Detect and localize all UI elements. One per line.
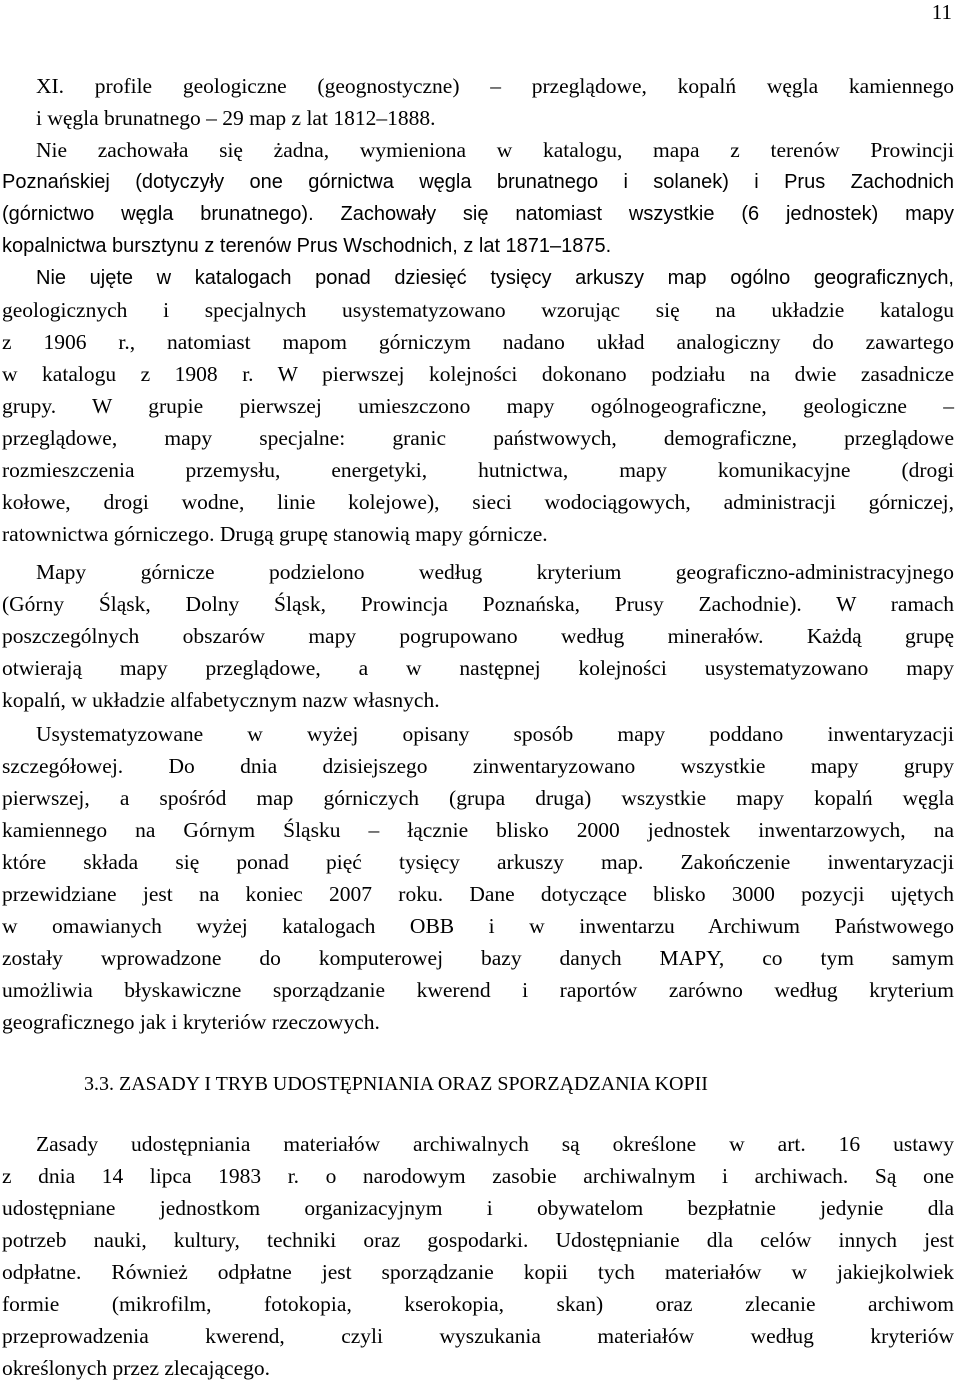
text-line: z dnia 14 lipca 1983 r. o narodowym zasobie archiwalnym i archiwach. Są one (2, 1164, 954, 1188)
text-line: geograficznego jak i kryteriów rzeczowych. (2, 1010, 380, 1034)
section-heading: 3.3. ZASADY I TRYB UDOSTĘPNIANIA ORAZ SPORZĄDZANIA KOPII (84, 1073, 708, 1095)
text-line: Poznańskiej (dotyczyły one górnictwa węgla brunatnego i solanek) i Prus Zachodnich (2, 171, 954, 193)
text-line: grupy. W grupie pierwszej umieszczono mapy ogólnogeograficzne, geologiczne – (2, 394, 954, 418)
text-line: szczegółowej. Do dnia dzisiejszego zinwentaryzowano wszystkie mapy grupy (2, 754, 954, 778)
text-line: Mapy górnicze podzielono według kryterium geograficzno-administracyjnego (36, 560, 954, 584)
text-line: otwierają mapy przeglądowe, a w następnej kolejności usystematyzowano mapy (2, 656, 954, 680)
text-line: (górnictwo węgla brunatnego). Zachowały się natomiast wszystkie (6 jednostek) mapy (2, 203, 954, 225)
text-line: kopalń, w układzie alfabetycznym nazw własnych. (2, 688, 440, 712)
text-line: Usystematyzowane w wyżej opisany sposób mapy poddano inwentaryzacji (36, 722, 954, 746)
text-line: Nie zachowała się żadna, wymieniona w katalogu, mapa z terenów Prowincji (36, 138, 954, 162)
page-number: 11 (931, 0, 952, 24)
text-line: ratownictwa górniczego. Drugą grupę stanowią mapy górnicze. (2, 522, 548, 546)
text-line: potrzeb nauki, kultury, techniki oraz gospodarki. Udostępnianie dla celów innych jest (2, 1228, 954, 1252)
text-line: z 1906 r., natomiast mapom górniczym nadano układ analogiczny do zawartego (2, 330, 954, 354)
text-line: zostały wprowadzone do komputerowej bazy danych MAPY, co tym samym (2, 946, 954, 970)
text-line: Nie ujęte w katalogach ponad dziesięć tysięcy arkuszy map ogólno geograficznych, (36, 267, 954, 289)
text-line: umożliwia błyskawiczne sporządzanie kwerend i raportów zarówno według kryterium (2, 978, 954, 1002)
text-line: w katalogu z 1908 r. W pierwszej kolejności dokonano podziału na dwie zasadnicze (2, 362, 954, 386)
text-line: Zasady udostępniania materiałów archiwalnych są określone w art. 16 ustawy (36, 1132, 954, 1156)
text-line: odpłatne. Również odpłatne jest sporządzanie kopii tych materiałów w jakiejkolwiek (2, 1260, 954, 1284)
text-line: (Górny Śląsk, Dolny Śląsk, Prowincja Poznańska, Prusy Zachodnie). W ramach (2, 592, 954, 616)
text-line: pierwszej, a spośród map górniczych (grupa druga) wszystkie mapy kopalń węgla (2, 786, 954, 810)
text-line: i węgla brunatnego – 29 map z lat 1812–1888. (36, 106, 436, 130)
text-line: formie (mikrofilm, fotokopia, kserokopia, skan) oraz zlecanie archiwom (2, 1292, 954, 1316)
text-line: kamiennego na Górnym Śląsku – łącznie blisko 2000 jednostek inwentarzowych, na (2, 818, 954, 842)
text-line: określonych przez zlecającego. (2, 1356, 270, 1380)
text-line: które składa się ponad pięć tysięcy arkuszy map. Zakończenie inwentaryzacji (2, 850, 954, 874)
text-line: rozmieszczenia przemysłu, energetyki, hutnictwa, mapy komunikacyjne (drogi (2, 458, 954, 482)
text-line: przewidziane jest na koniec 2007 roku. Dane dotyczące blisko 3000 pozycji ujętych (2, 882, 954, 906)
text-line: przeglądowe, mapy specjalne: granic państwowych, demograficzne, przeglądowe (2, 426, 954, 450)
text-line: kołowe, drogi wodne, linie kolejowe), sieci wodociągowych, administracji górniczej, (2, 490, 954, 514)
text-line: geologicznych i specjalnych usystematyzowano wzorując się na układzie katalogu (2, 298, 954, 322)
text-line: w omawianych wyżej katalogach OBB i w inwentarzu Archiwum Państwowego (2, 914, 954, 938)
text-line: udostępniane jednostkom organizacyjnym i obywatelom bezpłatnie jedynie dla (2, 1196, 954, 1220)
text-line: kopalnictwa bursztynu z terenów Prus Wschodnich, z lat 1871–1875. (2, 235, 612, 257)
text-line: XI. profile geologiczne (geognostyczne) – przeglądowe, kopalń węgla kamiennego (36, 74, 954, 98)
text-line: poszczególnych obszarów mapy pogrupowano według minerałów. Każdą grupę (2, 624, 954, 648)
text-line: przeprowadzenia kwerend, czyli wyszukania materiałów według kryteriów (2, 1324, 954, 1348)
